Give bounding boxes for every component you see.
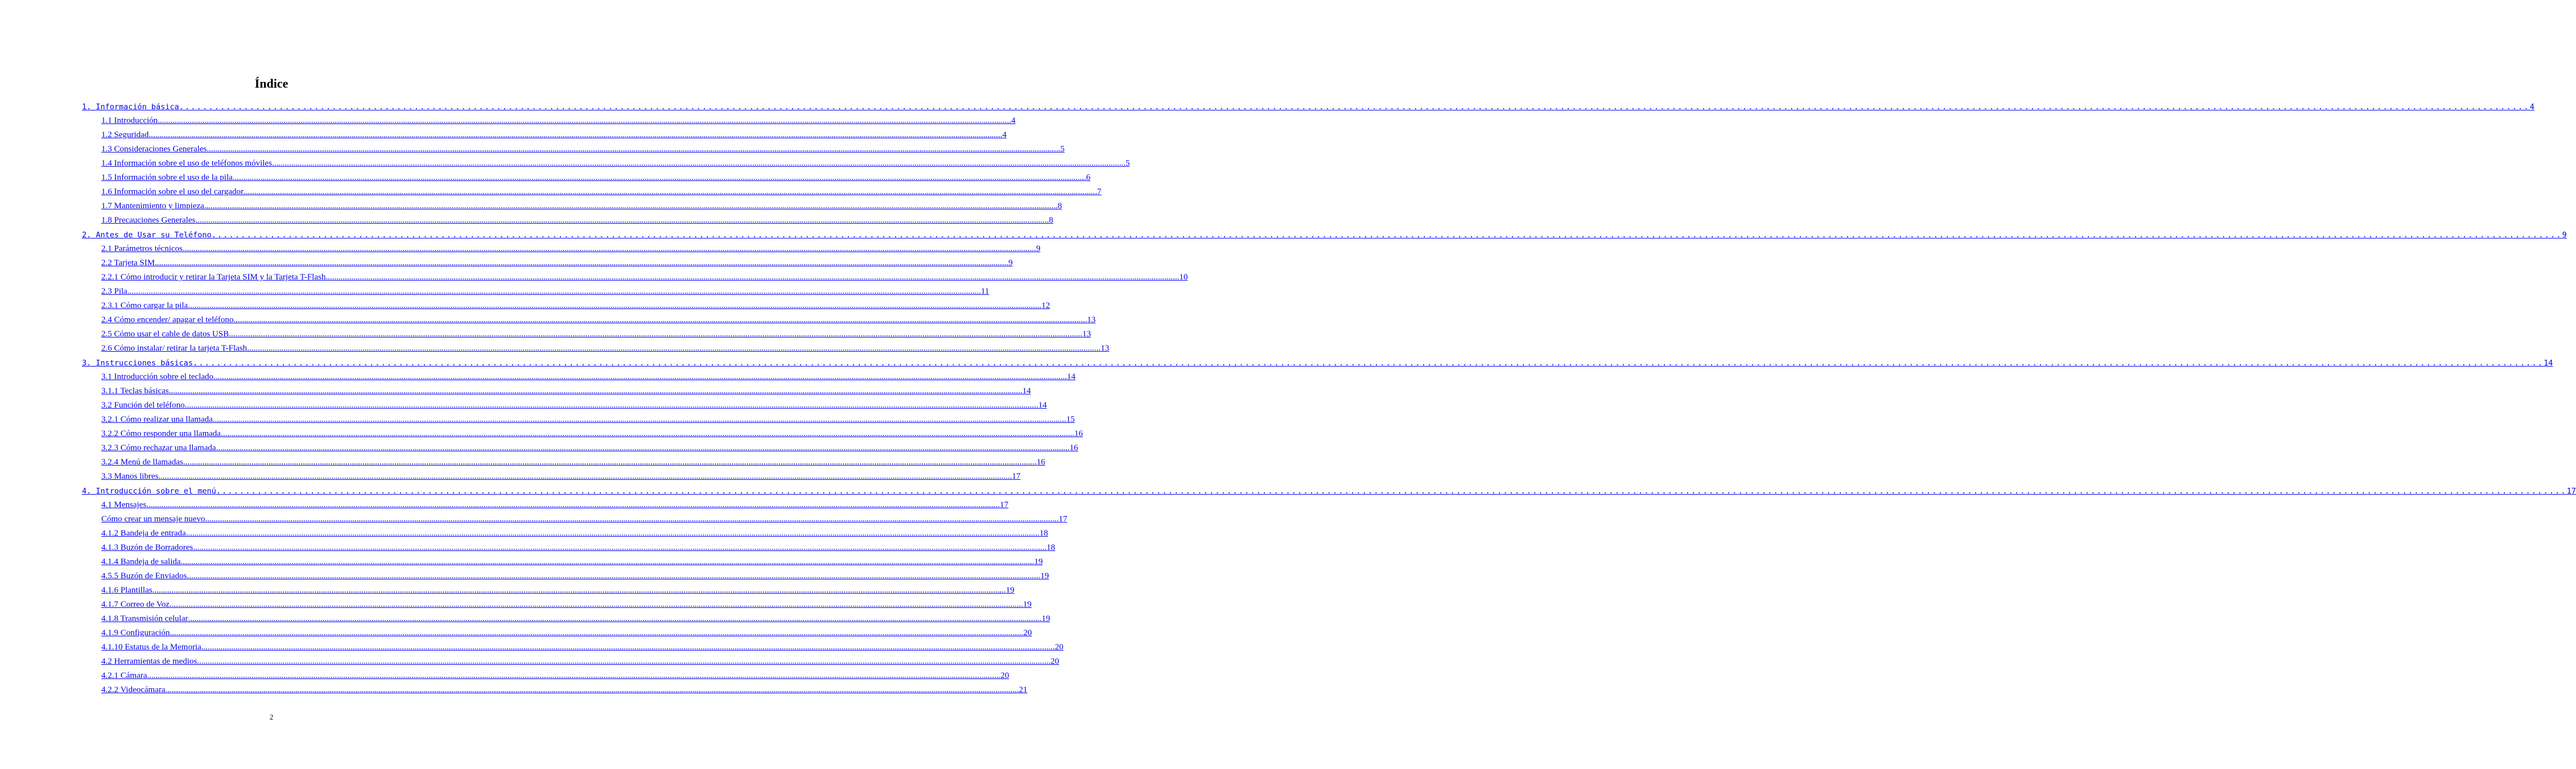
toc-entry-link[interactable] bbox=[101, 540, 1056, 554]
toc-dot-leader: ................................................................................................................................................................................................................................................................................................................................................................................................................ bbox=[216, 443, 1070, 453]
toc-dot-leader: ................................................................................................................................................................................................................................................................................................................................................................................................................ bbox=[184, 401, 1038, 410]
toc-entry-title: 4.1.3 Buzón de Borradores bbox=[101, 543, 193, 552]
toc-entry-title: 3.3 Manos libres bbox=[101, 472, 159, 481]
toc-entry-title: 1. Información básica bbox=[82, 102, 179, 112]
toc-entry-link[interactable] bbox=[101, 554, 1043, 569]
toc-dot-leader: ................................................................................................................................................................................................................................................................................................................................................................................................................ bbox=[229, 330, 1083, 339]
toc-dot-leader: ................................................................................................................................................................................................................................................................................................................................................................................................................ bbox=[271, 159, 1126, 168]
toc-page-number: 16 bbox=[1074, 429, 1083, 438]
toc-entry-link[interactable] bbox=[101, 327, 1091, 341]
toc-entry-title: 4.1.10 Estatus de la Memoria bbox=[101, 643, 201, 652]
toc-entry-link[interactable] bbox=[101, 213, 1053, 227]
toc-entry-link[interactable] bbox=[82, 227, 2567, 241]
toc-page-number: 20 bbox=[1054, 643, 1064, 652]
toc-page-number: 19 bbox=[1034, 557, 1043, 566]
toc-dot-leader: ................................................................................................................................................................................................................................................................................................................................................................................................................ bbox=[197, 657, 1051, 666]
toc-entry-title: 2. Antes de Usar su Teléfono bbox=[82, 231, 212, 240]
toc-entry-title: 2.4 Cómo encender/ apagar el teléfono bbox=[101, 315, 234, 324]
toc-page-number: 9 bbox=[1008, 258, 1013, 268]
toc-entry-title: 3.2.4 Menú de llamadas bbox=[101, 458, 183, 467]
toc-dot-leader: ................................................................................................................................................................................................................................................................................................................................................................................................................ bbox=[188, 301, 1042, 310]
toc-entry-link[interactable] bbox=[101, 298, 1050, 312]
toc-page-number: 19 bbox=[1005, 586, 1015, 595]
toc-page-number: 19 bbox=[1041, 614, 1050, 623]
toc-entry-title: 1.5 Información sobre el uso de la pila bbox=[101, 173, 233, 182]
toc-entry-title: 4.2.2 Videocámara bbox=[101, 685, 166, 694]
toc-page-number: 20 bbox=[1000, 671, 1009, 680]
toc-entry-link[interactable] bbox=[101, 142, 1065, 156]
toc-entry-title: 2.5 Cómo usar el cable de datos USB bbox=[101, 330, 229, 339]
toc-dot-leader: ................................................................................................................................................................................................................................................................................................................................................................................................................ bbox=[147, 671, 1001, 680]
toc-entry-link[interactable] bbox=[101, 384, 1031, 398]
toc-entry-link[interactable] bbox=[101, 640, 1064, 654]
toc-entry-link[interactable] bbox=[101, 284, 990, 298]
toc-dot-leader: ................................................................................................................................................................................................................................................................................................................................................................................................................ bbox=[195, 216, 1049, 225]
toc-entry-link[interactable] bbox=[101, 270, 1188, 284]
toc-entry-link[interactable] bbox=[101, 312, 1096, 327]
toc-dot-leader: ................................................................................................................................................................................................................................................................................................................................................................................................................ bbox=[247, 344, 1101, 353]
toc-entry-title: 4. Introducción sobre el menú bbox=[82, 487, 216, 496]
toc-page-number: 20 bbox=[1050, 657, 1060, 666]
toc-dot-leader: ................................................................................................................................................................................................................................................................................................................................................................................................................ bbox=[212, 415, 1066, 424]
toc-dot-leader: ................................................................................................................................................................................................................................................................................................................................................................................................................ bbox=[220, 429, 1074, 438]
toc-page-number: 20 bbox=[1023, 628, 1032, 638]
toc-page-number: 14 bbox=[1067, 372, 1076, 381]
toc-entry-link[interactable] bbox=[101, 241, 1041, 256]
toc-page-number: 4 bbox=[1011, 116, 1016, 125]
toc-dot-leader: ................................................................................................................................................................................................................................................................................................................................................................................................................ bbox=[213, 372, 1068, 381]
toc-entry-link[interactable] bbox=[101, 512, 1068, 526]
toc-entry-link[interactable] bbox=[101, 469, 1021, 483]
toc-page-number: 4 bbox=[2529, 102, 2534, 112]
toc-entry-title: 1.4 Información sobre el uso de teléfonos móviles bbox=[101, 159, 272, 168]
toc-dot-leader: ................................................................................................................................................................................................................................................................................................................................................................................................................ bbox=[158, 472, 1012, 481]
toc-entry-link[interactable] bbox=[82, 99, 2534, 113]
toc-page-number: 9 bbox=[1036, 244, 1041, 253]
toc-dot-leader: ................................................................................................................................................................................................................................................................................................................................................................................................................ bbox=[193, 359, 2544, 368]
toc-page-number: 6 bbox=[1086, 173, 1091, 182]
toc-entry-title: 4.1.8 Transmisión celular bbox=[101, 614, 188, 623]
toc-entry-link[interactable] bbox=[101, 113, 1016, 128]
toc-page-number: 10 bbox=[1179, 273, 1188, 282]
toc-entry-link[interactable] bbox=[82, 483, 2576, 497]
toc-page-number: 8 bbox=[1049, 216, 1053, 225]
toc-page-number: 5 bbox=[1125, 159, 1130, 168]
toc-dot-leader: ................................................................................................................................................................................................................................................................................................................................................................................................................ bbox=[205, 515, 1059, 524]
toc-page-number: 13 bbox=[1082, 330, 1091, 339]
toc-dot-leader: ................................................................................................................................................................................................................................................................................................................................................................................................................ bbox=[193, 543, 1047, 552]
toc-page-number: 8 bbox=[1057, 201, 1062, 211]
toc-entry-title: 4.1 Mensajes bbox=[101, 500, 147, 509]
toc-page-number: 16 bbox=[1036, 458, 1045, 467]
toc-page-number: 13 bbox=[1101, 344, 1110, 353]
toc-entry-title: 2.1 Parámetros técnicos bbox=[101, 244, 183, 253]
toc-dot-leader: ................................................................................................................................................................................................................................................................................................................................................................................................................ bbox=[233, 315, 1087, 324]
toc-entry-title: 2.2 Tarjeta SIM bbox=[101, 258, 155, 268]
toc-dot-leader: ................................................................................................................................................................................................................................................................................................................................................................................................................ bbox=[211, 231, 2562, 240]
toc-entry-title: 3.2.1 Cómo realizar una llamada bbox=[101, 415, 213, 424]
toc-entry-title: 4.1.7 Correo de Voz bbox=[101, 600, 170, 609]
toc-dot-leader: ................................................................................................................................................................................................................................................................................................................................................................................................................ bbox=[325, 273, 1180, 282]
toc-page-number: 18 bbox=[1039, 529, 1048, 538]
toc-dot-leader: ................................................................................................................................................................................................................................................................................................................................................................................................................ bbox=[170, 628, 1024, 638]
toc-entry-title: 4.1.9 Configuración bbox=[101, 628, 170, 638]
toc-dot-leader: ................................................................................................................................................................................................................................................................................................................................................................................................................ bbox=[155, 258, 1009, 268]
toc-page-number: 21 bbox=[1019, 685, 1028, 694]
toc-entry-title: 4.1.6 Plantillas bbox=[101, 586, 153, 595]
toc-entry-link[interactable] bbox=[101, 497, 1009, 512]
toc-entry-link[interactable] bbox=[82, 355, 2553, 369]
toc-entry-title: 1.7 Mantenimiento y limpieza bbox=[101, 201, 204, 211]
toc-entry-link[interactable] bbox=[101, 369, 1076, 384]
toc-page-number: 7 bbox=[1097, 187, 1102, 196]
toc-dot-leader: ................................................................................................................................................................................................................................................................................................................................................................................................................ bbox=[179, 102, 2530, 112]
toc-dot-leader: ................................................................................................................................................................................................................................................................................................................................................................................................................ bbox=[152, 586, 1006, 595]
toc-entry-title: 1.2 Seguridad bbox=[101, 130, 149, 139]
toc-entry-title: 3.2.2 Cómo responder una llamada bbox=[101, 429, 221, 438]
toc-dot-leader: ................................................................................................................................................................................................................................................................................................................................................................................................................ bbox=[158, 116, 1012, 125]
toc-entry-title: 1.3 Consideraciones Generales bbox=[101, 145, 207, 154]
toc-entry-link[interactable] bbox=[101, 682, 1028, 697]
toc-entry-link[interactable] bbox=[101, 426, 1083, 441]
toc-page-number: 18 bbox=[1046, 543, 1056, 552]
toc-page-number: 11 bbox=[980, 287, 990, 296]
toc-entry-link[interactable] bbox=[101, 583, 1015, 597]
toc-entry-title: 2.6 Cómo instalar/ retirar la tarjeta T-Flash bbox=[101, 344, 248, 353]
toc-page-number: 17 bbox=[1058, 515, 1068, 524]
toc-page-number: 14 bbox=[1038, 401, 1047, 410]
toc-entry-link[interactable] bbox=[101, 199, 1062, 213]
toc-dot-leader: ................................................................................................................................................................................................................................................................................................................................................................................................................ bbox=[204, 201, 1058, 211]
toc-dot-leader: ................................................................................................................................................................................................................................................................................................................................................................................................................ bbox=[165, 685, 1019, 694]
toc-entry-title: 4.2 Herramientas de medios bbox=[101, 657, 197, 666]
toc-entry-link[interactable] bbox=[101, 341, 1110, 355]
page-title: Índice bbox=[254, 76, 288, 91]
toc-page-number: 14 bbox=[2544, 359, 2553, 368]
toc-entry-title: 1.6 Información sobre el uso del cargador bbox=[101, 187, 244, 196]
toc-dot-leader: ................................................................................................................................................................................................................................................................................................................................................................................................................ bbox=[232, 173, 1086, 182]
toc-page-number: 14 bbox=[1022, 386, 1031, 396]
toc-dot-leader: ................................................................................................................................................................................................................................................................................................................................................................................................................ bbox=[149, 130, 1003, 139]
toc-entry-title: Cómo crear un mensaje nuevo bbox=[101, 515, 205, 524]
toc-entry-title: 2.3.1 Cómo cargar la pila bbox=[101, 301, 188, 310]
toc-page-number: 9 bbox=[2562, 231, 2567, 240]
toc-dot-leader: ................................................................................................................................................................................................................................................................................................................................................................................................................ bbox=[146, 500, 1000, 509]
toc-entry-title: 3.2.3 Cómo rechazar una llamada bbox=[101, 443, 216, 453]
toc-entry-link[interactable] bbox=[101, 611, 1050, 626]
toc-entry-link[interactable] bbox=[101, 184, 1102, 199]
toc-dot-leader: ................................................................................................................................................................................................................................................................................................................................................................................................................ bbox=[169, 600, 1023, 609]
toc-entry-link[interactable] bbox=[101, 668, 1009, 682]
toc-page-number: 15 bbox=[1066, 415, 1075, 424]
toc-page-number: 5 bbox=[1060, 145, 1065, 154]
toc-page-number: 13 bbox=[1087, 315, 1096, 324]
toc-entry-link[interactable] bbox=[101, 170, 1091, 184]
toc-dot-leader: ................................................................................................................................................................................................................................................................................................................................................................................................................ bbox=[168, 386, 1023, 396]
toc-dot-leader: ................................................................................................................................................................................................................................................................................................................................................................................................................ bbox=[207, 145, 1061, 154]
toc-page-number: 4 bbox=[1002, 130, 1007, 139]
toc-entry-title: 1.1 Introducción bbox=[101, 116, 158, 125]
toc-entry-link[interactable] bbox=[101, 455, 1045, 469]
toc-page-number: 16 bbox=[1069, 443, 1078, 453]
toc-entry-link[interactable] bbox=[101, 128, 1007, 142]
toc-entry-link[interactable] bbox=[101, 654, 1060, 668]
toc-page-number: 17 bbox=[1000, 500, 1009, 509]
toc-page-number: 19 bbox=[1040, 571, 1049, 581]
toc-entry-link[interactable] bbox=[101, 256, 1013, 270]
toc-dot-leader: ................................................................................................................................................................................................................................................................................................................................................................................................................ bbox=[216, 487, 2567, 496]
toc-page-number: 12 bbox=[1041, 301, 1050, 310]
page-number: 2 bbox=[269, 713, 274, 721]
toc-entry-link[interactable] bbox=[101, 398, 1047, 412]
toc-entry-title: 4.2.1 Cámara bbox=[101, 671, 147, 680]
toc-entry-title: 1.8 Precauciones Generales bbox=[101, 216, 196, 225]
toc-dot-leader: ................................................................................................................................................................................................................................................................................................................................................................................................................ bbox=[186, 529, 1040, 538]
toc-entry-title: 4.1.2 Bandeja de entrada bbox=[101, 529, 186, 538]
toc-dot-leader: ................................................................................................................................................................................................................................................................................................................................................................................................................ bbox=[182, 244, 1036, 253]
toc-entry-title: 2.2.1 Cómo introducir y retirar la Tarjeta SIM y la Tarjeta T-Flash bbox=[101, 273, 326, 282]
toc-dot-leader: ................................................................................................................................................................................................................................................................................................................................................................................................................ bbox=[127, 287, 981, 296]
toc-entry-link[interactable] bbox=[101, 597, 1032, 611]
toc-entry-title: 3.2 Función del teléfono bbox=[101, 401, 185, 410]
toc-entry-title: 2.3 Pila bbox=[101, 287, 127, 296]
toc-dot-leader: ................................................................................................................................................................................................................................................................................................................................................................................................................ bbox=[244, 187, 1098, 196]
toc-entry-title: 3.1 Introducción sobre el teclado bbox=[101, 372, 214, 381]
toc-dot-leader: ................................................................................................................................................................................................................................................................................................................................................................................................................ bbox=[187, 571, 1041, 581]
toc-entry-title: 4.1.4 Bandeja de salida bbox=[101, 557, 181, 566]
toc-page-number: 19 bbox=[1023, 600, 1032, 609]
toc-page-number: 17 bbox=[1012, 472, 1021, 481]
toc-dot-leader: ................................................................................................................................................................................................................................................................................................................................................................................................................ bbox=[183, 458, 1037, 467]
toc-entry-link[interactable] bbox=[101, 156, 1130, 170]
toc-entry-link[interactable] bbox=[101, 569, 1049, 583]
toc-entry-link[interactable] bbox=[101, 441, 1078, 455]
toc-entry-link[interactable] bbox=[101, 526, 1048, 540]
toc-dot-leader: ................................................................................................................................................................................................................................................................................................................................................................................................................ bbox=[188, 614, 1042, 623]
toc-dot-leader: ................................................................................................................................................................................................................................................................................................................................................................................................................ bbox=[201, 643, 1055, 652]
toc-entry-link[interactable] bbox=[101, 626, 1032, 640]
toc-entry-title: 3. Instrucciones básicas bbox=[82, 359, 193, 368]
toc-page-number: 17 bbox=[2566, 487, 2576, 496]
toc-dot-leader: ................................................................................................................................................................................................................................................................................................................................................................................................................ bbox=[180, 557, 1034, 566]
toc-entry-title: 4.5.5 Buzón de Enviados bbox=[101, 571, 187, 581]
toc-entry-link[interactable] bbox=[101, 412, 1075, 426]
toc-entry-title: 3.1.1 Teclas básicas bbox=[101, 386, 169, 396]
